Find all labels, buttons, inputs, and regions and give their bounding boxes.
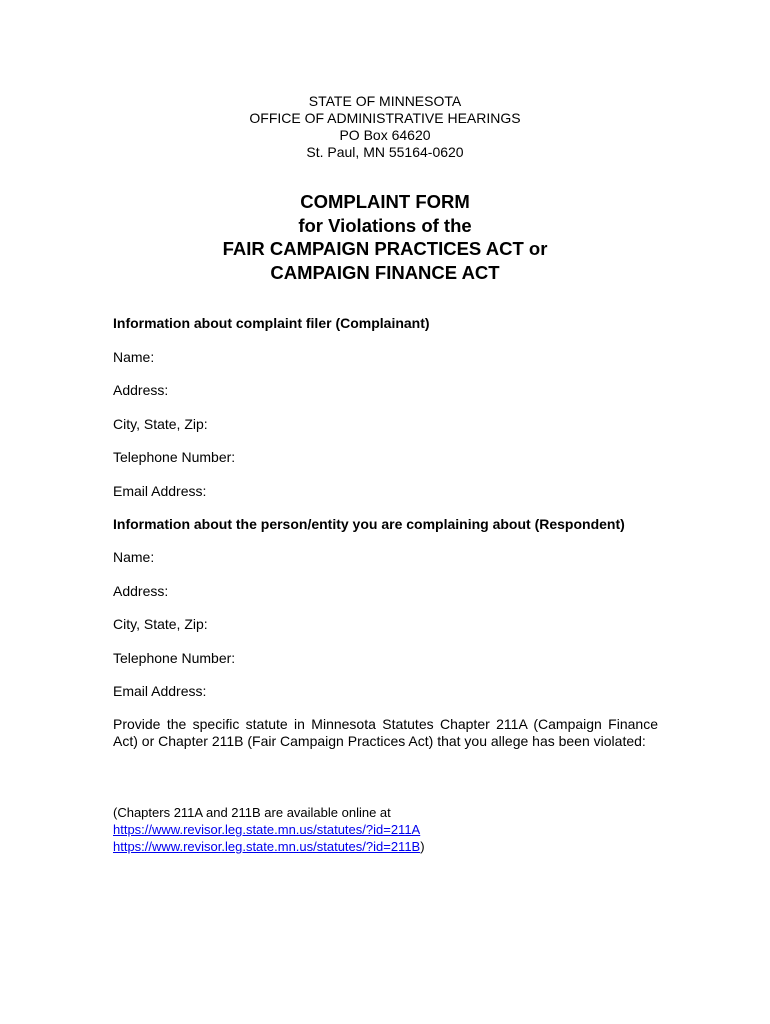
respondent-city-label: City, State, Zip: — [113, 616, 208, 632]
title-line-3: FAIR CAMPAIGN PRACTICES ACT or — [222, 238, 548, 259]
complainant-city-label: City, State, Zip: — [113, 416, 208, 432]
note-link-1-line — [113, 821, 658, 838]
respondent-phone-label: Telephone Number: — [113, 650, 236, 666]
respondent-name-label: Name: — [113, 549, 155, 565]
statute-211b-link[interactable]: https://www.revisor.leg.state.mn.us/statutes/?id=211B — [113, 839, 421, 854]
header-po-box: PO Box 64620 — [339, 127, 431, 143]
statute-211a-link[interactable]: https://www.revisor.leg.state.mn.us/statutes/?id=211A — [113, 822, 421, 837]
complainant-name-label: Name: — [113, 349, 155, 365]
agency-header — [0, 93, 770, 161]
title-line-1: COMPLAINT FORM — [300, 191, 470, 212]
complainant-email-label: Email Address: — [113, 483, 207, 499]
title-line-2: for Violations of the — [298, 214, 472, 236]
header-office: OFFICE OF ADMINISTRATIVE HEARINGS — [249, 110, 521, 126]
complainant-heading: Information about complaint filer (Complainant) — [113, 315, 430, 331]
statute-instructions: Provide the specific statute in Minnesota Statutes Chapter 211A (Campaign Finance Act) or Chapter 211B (Fair Campaign Practices Act) that you allege has been violated: — [113, 716, 658, 749]
respondent-address-label: Address: — [113, 583, 169, 599]
respondent-heading: Information about the person/entity you are complaining about (Respondent) — [113, 516, 625, 532]
complainant-address-label: Address: — [113, 382, 169, 398]
header-state: STATE OF MINNESOTA — [308, 93, 462, 109]
note-link-2-line — [113, 838, 658, 855]
note-suffix: ) — [420, 839, 425, 854]
respondent-email-label: Email Address: — [113, 683, 207, 699]
title-line-4: CAMPAIGN FINANCE ACT — [270, 261, 500, 283]
complainant-phone-label: Telephone Number: — [113, 449, 236, 465]
note-prefix: (Chapters 211A and 211B are available online at — [113, 805, 391, 820]
form-title — [0, 190, 770, 284]
header-city: St. Paul, MN 55164-0620 — [306, 144, 464, 160]
statutes-online-note — [113, 804, 658, 855]
